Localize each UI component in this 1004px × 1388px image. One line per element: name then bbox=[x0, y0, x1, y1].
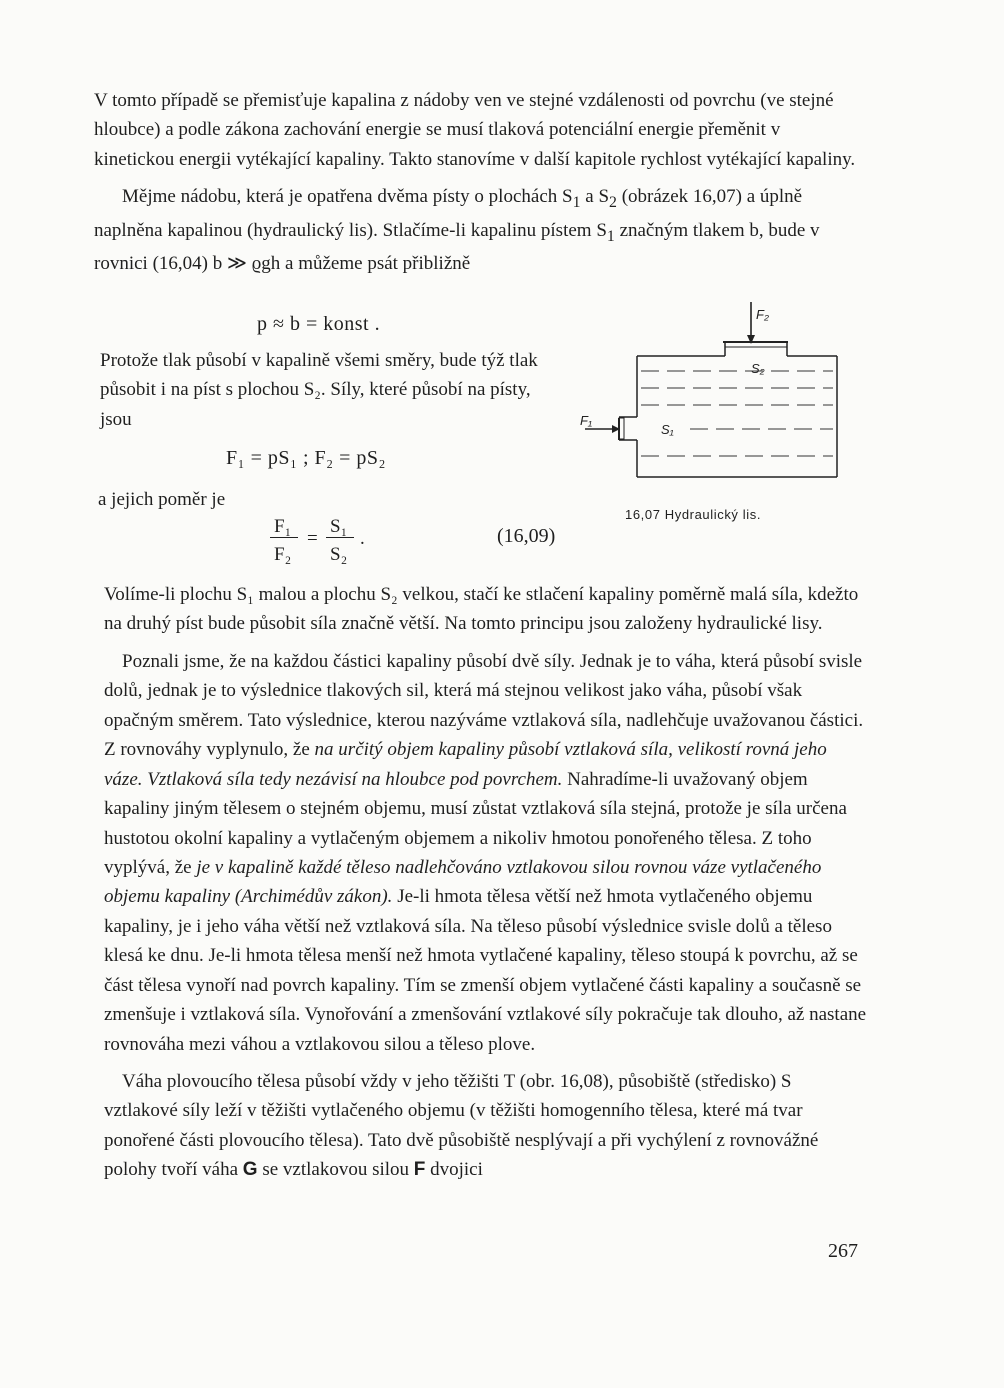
figure-hydraulic-press bbox=[575, 292, 840, 542]
lower-text bbox=[104, 580, 869, 1185]
eq3-numerator: F₁ bbox=[274, 516, 292, 537]
paragraph-1: V tomto případě se přemisťuje kapalina z nádoby ven ve stejné vzdálenosti od povrchu (ve stejné hloubce) a podle zákona zachování energie se musí tlaková potenciální energie přeměnit v kinetickou energii vytékající kapaliny. Takto stanovíme v další kapitole rychlost vytékající kapaliny. bbox=[94, 90, 856, 170]
paragraph-3: Protože tlak působí v kapalině všemi směry, bude týž tlak působit i na píst s plochou S₂. Síly, které působí na písty, jsou bbox=[100, 350, 538, 430]
paragraph-4: a jejich poměr je bbox=[98, 489, 226, 510]
label-s2: S₂ bbox=[751, 361, 765, 376]
label-f2: F₂ bbox=[756, 307, 769, 322]
paragraph-2: Mějme nádobu, která je opatřena dvěma písty o plochách $S_1$ a $S_2$ (obrázek 16,07) a úplně naplněna kapalinou (hydraulický lis). Stlačíme-li kapalinu pístem $S_1$ značným tlakem b, bude v rovnici (16,04) b ≫ ϱgh a můžeme psát přibližně bbox=[94, 186, 820, 274]
equation-number: (16,09) bbox=[497, 525, 556, 547]
label-f1: F₁ bbox=[580, 413, 593, 428]
page-number: 267 bbox=[828, 1240, 858, 1262]
equation-3: F₁ F₂ = S₁ S₂ . bbox=[270, 512, 390, 570]
paragraph-6: Poznali jsme, že na každou částici kapaliny působí dvě síly. Jednak je to váha, která působí svisle dolů, jednak je to výslednice tlakových sil, která má stejnou velikost jako váha, působí však opačným směrem. Tato výslednice, kterou nazýváme vztlaková síla, nadlehčuje uvažovanou částici. Z rovnováhy vyplynulo, že na určitý objem kapaliny působí vztlaková síla, velikostí rovná jeho váze. Vztlaková síla tedy nezávisí na hloubce pod povrchem. Nahradíme-li uvažovaný objem kapaliny jiným tělesem o stejném objemu, musí zůstat vztlaková síla stejná, protože je síla určena hustotou okolní kapaliny a vytlačeným objemem a nikoliv hmotou ponořeného tělesa. Z toho vyplývá, že je v kapalině každé těleso nadlehčováno vztlakovou silou rovnou váze vytlačeného objemu kapaliny (Archimédův zákon). Je-li hmota tělesa větší než hmota vytlačeného objemu kapaliny, je i jeho váha větší než vztlaková síla. Na těleso působí výslednice svisle dolů a těleso klesá ke dnu. Je-li hmota tělesa menší než hmota vytlačené kapaliny, těleso stoupá k povrchu, až se část tělesa vynoří nad povrch kapaliny. Tím se zmenší objem vytlačené části kapaliny a současně se zmenšuje i vztlaková síla. Vynořování a zmenšování vztlakové síly pokračuje tak dlouho, až nastane rovnováha mezi váhou a vztlakovou silou a těleso plove. bbox=[104, 650, 867, 1055]
paragraph-5: Volíme-li plochu S₁ malou a plochu S₂ velkou, stačí ke stlačení kapaliny poměrně malá síla, kdežto na druhý píst bude působit síla značně větší. Na tomto principu jsou založeny hydraulické lisy. bbox=[104, 584, 859, 635]
paragraph-7: Váha plovoucího tělesa působí vždy v jeho těžišti T (obr. 16,08), působiště (středisko) S vztlakové síly leží v těžišti vytlačeného objemu (v těžišti homogenního tělesa, které má tvar ponořené části plovoucího tělesa). Tato dvě působiště nesplývají a při vychýlení z rovnovážné polohy tvoří váha G se vztlakovou silou F dvojici bbox=[104, 1071, 819, 1181]
label-s1: S₁ bbox=[661, 422, 674, 437]
equation-2: F₁ = pS₁ ; F₂ = pS₂ bbox=[226, 447, 386, 469]
eq3-right-denominator: S₂ bbox=[330, 544, 348, 565]
eq3-denominator: F₂ bbox=[274, 544, 292, 565]
eq3-right-numerator: S₁ bbox=[330, 516, 348, 537]
upper-text bbox=[94, 86, 864, 278]
equation-1: p ≈ b = konst . bbox=[257, 313, 381, 335]
figure-caption: 16,07 Hydraulický lis. bbox=[625, 507, 762, 522]
